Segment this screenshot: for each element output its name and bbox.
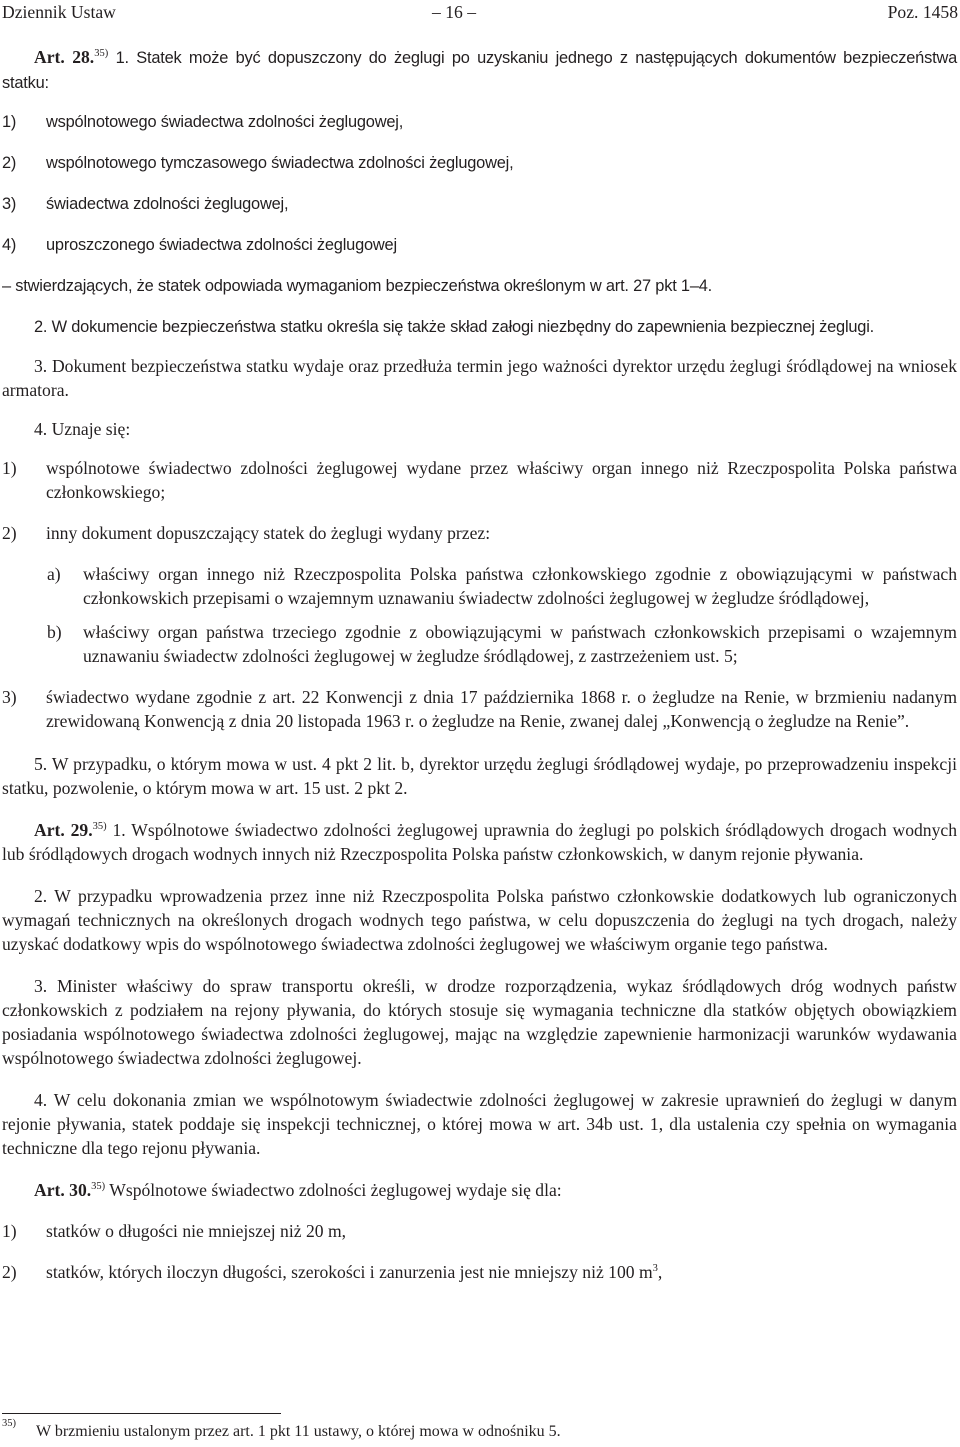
art28-para4-item: [2, 685, 957, 733]
art28-item: [2, 151, 957, 175]
art30-item: [2, 1260, 957, 1284]
item-text: statków, których iloczyn długości, szerokości i zanurzenia jest nie mniejszy niż 100 m: [46, 1262, 653, 1282]
art29-para2: 2. W przypadku wprowadzenia przez inne niż Rzeczpospolita Polska państwo członkowskie dodatkowych lub ograniczonych wymagań technicznych na określonych drogach wodnych tego państwa, w celu dopuszczenia do żeglugi na tych drogach, należy uzyskać dodatkowy wpis do wspólnotowego świadectwa zdolności żeglugowej we właściwym organie tego państwa.: [2, 886, 957, 954]
art28-para4-subitem: [2, 562, 957, 610]
subitem-text: właściwy organ państwa trzeciego zgodnie z obowiązującymi w państwach członkowskich przepisami o wzajemnym uznawaniu świadectw zdolności żeglugowej w żegludze śródlądowej, z zastrzeżeniem ust. 5;: [83, 622, 957, 666]
art30-footnote-ref[interactable]: 35): [91, 1181, 106, 1192]
art30-item: [2, 1219, 957, 1243]
art28-footnote-ref[interactable]: 35): [94, 48, 109, 59]
art30-para1-text: Wspólnotowe świadectwo zdolności żeglugowej wydaje się dla:: [105, 1180, 562, 1200]
art28-item: [2, 192, 957, 216]
art28-para1-text: 1. Statek może być dopuszczony do żeglugi po uzyskaniu jednego z następujących dokumentów bezpieczeństwa statku:: [2, 49, 957, 92]
art29-para3: 3. Minister właściwy do spraw transportu określi, w drodze rozporządzenia, wykaz śródlądowych dróg wodnych państw członkowskich z podziałem na rejony pływania, do których stosuje się wymagania techniczne dla statków objętych obowiązkiem posiadania wspólnotowego świadectwa zdolności żeglugowej, mając na względzie zapewnienie harmonizacji warunków wydawania wspólnotowego świadectwa zdolności żeglugowej.: [2, 976, 957, 1068]
art28-item: [2, 233, 957, 257]
art28-para2: 2. W dokumencie bezpieczeństwa statku określa się także skład załogi niezbędny do zapewnienia bezpiecznej żeglugi.: [34, 318, 875, 336]
art29-para1: [2, 818, 957, 866]
position-number: Poz. 1458: [887, 2, 958, 22]
item-text: wspólnotowego tymczasowego świadectwa zdolności żeglugowej,: [46, 154, 514, 172]
art28-para4-item: [2, 456, 957, 504]
footnote-separator: [2, 1413, 281, 1414]
art30-para1: [2, 1178, 957, 1202]
item-text: wspólnotowe świadectwo zdolności żeglugowej wydane przez właściwy organ innego niż Rzeczpospolita Polska państwa członkowskiego;: [46, 458, 957, 502]
item-number: 1): [2, 113, 17, 131]
item-text: inny dokument dopuszczający statek do żeglugi wydany przez:: [46, 523, 491, 543]
superscript-exponent: 3: [652, 1263, 658, 1274]
art29-footnote-ref[interactable]: 35): [92, 821, 107, 832]
item-number: 1): [2, 1221, 17, 1241]
item-text: uproszczonego świadectwa zdolności żeglugowej: [46, 236, 397, 254]
art28-dash-clause: – stwierdzających, że statek odpowiada wymaganiom bezpieczeństwa określonym w art. 27 pkt 1–4.: [2, 277, 713, 295]
page-number: – 16 –: [432, 2, 476, 22]
item-number: 3): [2, 687, 17, 707]
art28-para5: 5. W przypadku, o którym mowa w ust. 4 pkt 2 lit. b, dyrektor urzędu żeglugi śródlądowej wydaje, po przeprowadzeniu inspekcji statku, pozwolenie, o którym mowa w art. 15 ust. 2 pkt 2.: [2, 754, 957, 798]
item-number: 2): [2, 523, 17, 543]
art28-label: Art. 28.: [34, 47, 95, 67]
art29-para4: 4. W celu dokonania zmian we wspólnotowym świadectwie zdolności żeglugowej w zakresie uprawnień do żeglugi w danym rejonie pływania, statek poddaje się inspekcji technicznej, o której mowa w art. 34b ust. 1, dla ustalenia czy spełnia on wymagania techniczne dla tego rejonu pływania.: [2, 1090, 957, 1158]
subitem-letter: a): [47, 564, 61, 584]
item-text-tail: ,: [657, 1262, 663, 1282]
item-text: statków o długości nie mniejszej niż 20 m,: [46, 1221, 347, 1241]
subitem-text: właściwy organ innego niż Rzeczpospolita Polska państwa członkowskiego zgodnie z obowiązującymi w państwach członkowskich przepisami o wzajemnym uznawaniu świadectw zdolności żeglugowej w żegludze śródlądowej,: [83, 564, 957, 608]
art28-para3: 3. Dokument bezpieczeństwa statku wydaje oraz przedłuża termin jego ważności dyrektor urzędu żeglugi śródlądowej na wniosek armatora.: [2, 356, 957, 400]
journal-name: Dziennik Ustaw: [2, 2, 116, 22]
footnote-mark: 35): [2, 1418, 16, 1429]
art28-para4: 4. Uznaje się:: [34, 419, 131, 439]
art28-para4-item: [2, 521, 957, 545]
item-number: 2): [2, 1262, 17, 1282]
subitem-letter: b): [47, 622, 62, 642]
item-text: wspólnotowego świadectwa zdolności żeglugowej,: [46, 113, 404, 131]
item-text: świadectwa zdolności żeglugowej,: [46, 195, 289, 213]
page-header: [2, 2, 958, 26]
art29-label: Art. 29.: [34, 820, 93, 840]
art30-label: Art. 30.: [34, 1180, 92, 1200]
art28-para4-subitem: [2, 620, 957, 668]
art29-para1-text: 1. Wspólnotowe świadectwo zdolności żeglugowej uprawnia do żeglugi po polskich śródlądowych drogach wodnych lub śródlądowych drogach wodnych innych niż Rzeczpospolita Polska państw członkowskich, w danym rejonie pływania.: [2, 820, 957, 864]
item-number: 3): [2, 195, 17, 213]
item-number: 2): [2, 154, 17, 172]
art28-item: [2, 110, 957, 134]
art28-para1: [2, 45, 957, 95]
item-number: 1): [2, 458, 17, 478]
document-body: [2, 45, 957, 1301]
footnote-text: W brzmieniu ustalonym przez art. 1 pkt 11 ustawy, o której mowa w odnośniku 5.: [36, 1423, 561, 1440]
item-text: świadectwo wydane zgodnie z art. 22 Konwencji z dnia 17 października 1868 r. o żegludze na Renie, w brzmieniu nadanym zrewidowaną Konwencją z dnia 20 listopada 1963 r. o żegludze na Renie, zwanej dalej „Konwencją o żegludze na Renie”.: [46, 687, 957, 731]
item-number: 4): [2, 236, 17, 254]
